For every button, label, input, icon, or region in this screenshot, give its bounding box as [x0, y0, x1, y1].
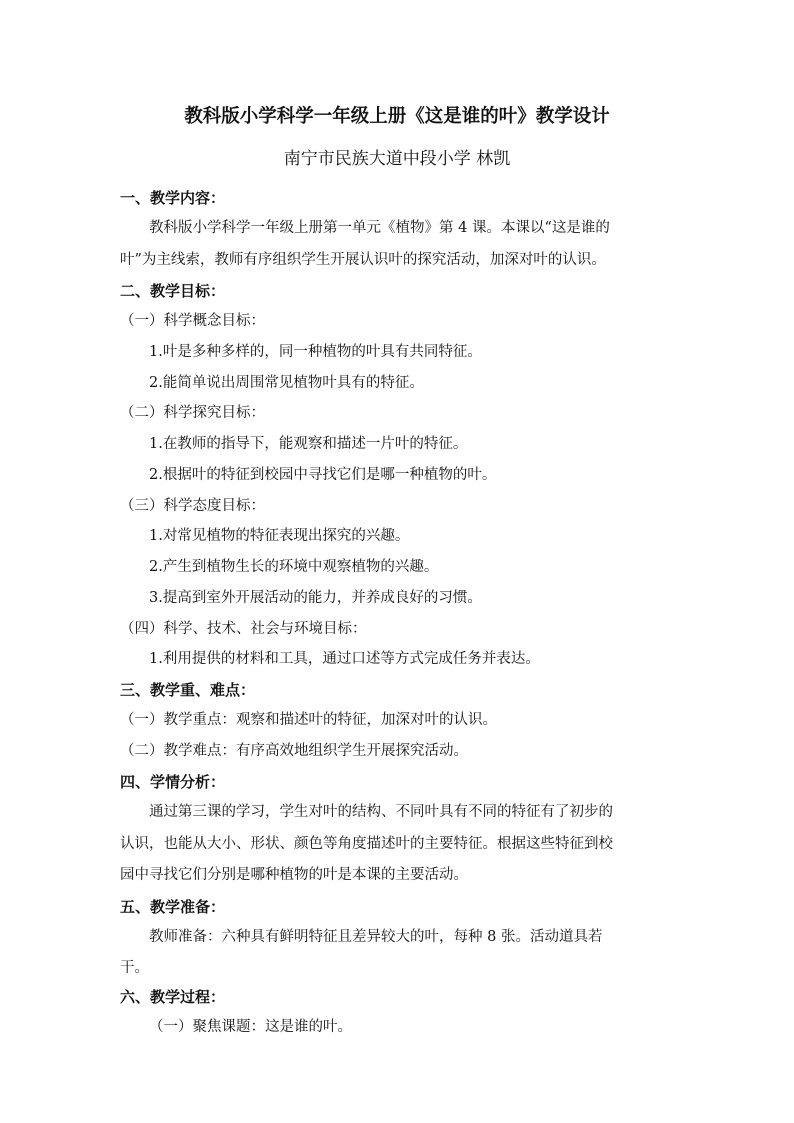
- author-line: 南宁市民族大道中段小学 林凯: [283, 149, 511, 169]
- paragraph-line: 教师准备：六种具有鲜明特征且差异较大的叶，每种 8 张。活动道具若: [149, 929, 603, 945]
- subsection-heading: （三）科学态度目标：: [120, 498, 265, 514]
- list-item: 1.在教师的指导下，能观察和描述一片叶的特征。: [149, 436, 468, 452]
- list-item: 1.叶是多种多样的，同一种植物的叶具有共同特征。: [149, 344, 482, 360]
- list-item: （二）教学难点：有序高效地组织学生开展探究活动。: [120, 743, 468, 759]
- subsection-heading: （四）科学、技术、社会与环境目标：: [120, 621, 367, 637]
- list-item: 3.提高到室外开展活动的能力，并养成良好的习惯。: [149, 590, 482, 606]
- paragraph-line: 叶”为主线索，教师有序组织学生开展认识叶的探究活动，加深对叶的认识。: [120, 252, 606, 268]
- section-heading-preparation: 五、教学准备：: [120, 898, 226, 916]
- paragraph-line: 园中寻找它们分别是哪种植物的叶是本课的主要活动。: [120, 867, 468, 883]
- paragraph-line: 认识，也能从大小、形状、颜色等角度描述叶的主要特征。根据这些特征到校: [120, 836, 613, 852]
- list-item: 2.产生到植物生长的环境中观察植物的兴趣。: [149, 559, 439, 575]
- subsection-heading: （一）科学概念目标：: [120, 313, 265, 329]
- section-heading-student-analysis: 四、学情分析：: [120, 773, 226, 791]
- list-item: 2.能简单说出周围常见植物叶具有的特征。: [149, 375, 424, 391]
- paragraph-line: 通过第三课的学习，学生对叶的结构、不同叶具有不同的特征有了初步的: [149, 804, 613, 820]
- paragraph-line: 教科版小学科学一年级上册第一单元《植物》第 4 课。本课以“这是谁的: [149, 220, 610, 236]
- subsection-heading: （一）聚焦课题：这是谁的叶。: [149, 1019, 352, 1035]
- list-item: 1.利用提供的材料和工具，通过口述等方式完成任务并表达。: [149, 651, 540, 667]
- section-heading-teaching-goals: 二、教学目标：: [120, 282, 226, 300]
- list-item: 2.根据叶的特征到校园中寻找它们是哪一种植物的叶。: [149, 467, 497, 483]
- list-item: （一）教学重点：观察和描述叶的特征，加深对叶的认识。: [120, 712, 497, 728]
- section-heading-teaching-process: 六、教学过程：: [120, 988, 226, 1006]
- section-heading-key-points: 三、教学重、难点：: [120, 681, 256, 699]
- section-heading-teaching-content: 一、教学内容：: [120, 189, 226, 207]
- paragraph-line: 干。: [120, 960, 149, 976]
- list-item: 1.对常见植物的特征表现出探究的兴趣。: [149, 528, 410, 544]
- subsection-heading: （二）科学探究目标：: [120, 405, 265, 421]
- document-title: 教科版小学科学一年级上册《这是谁的叶》教学设计: [184, 106, 610, 127]
